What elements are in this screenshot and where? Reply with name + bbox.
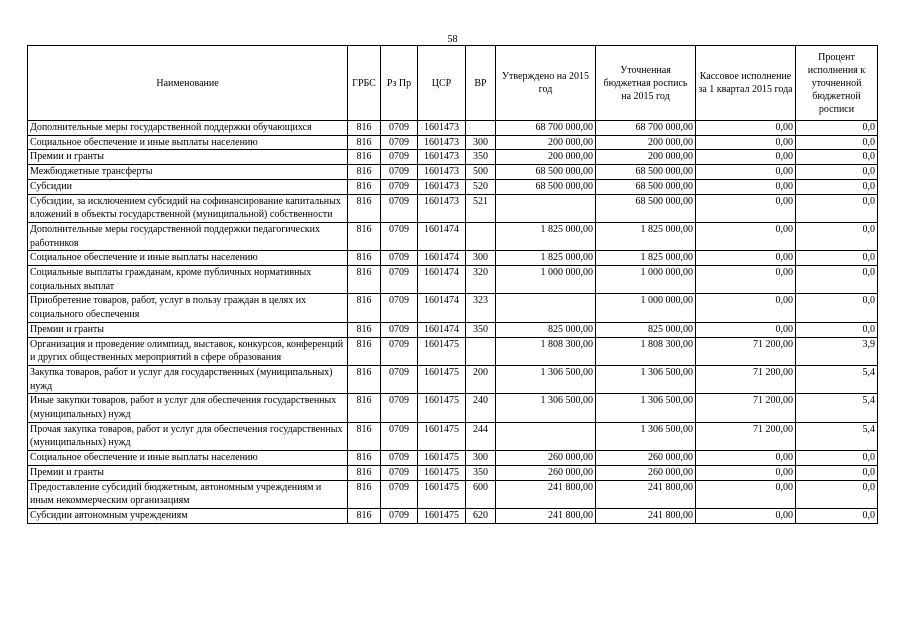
page-number: 58 — [447, 34, 458, 45]
cell-refined: 68 500 000,00 — [596, 165, 696, 180]
cell-csr: 1601473 — [418, 194, 466, 222]
table-body — [28, 121, 878, 524]
cell-grbs: 816 — [348, 222, 381, 250]
cell-grbs: 816 — [348, 194, 381, 222]
cell-refined: 68 500 000,00 — [596, 194, 696, 222]
cell-name: Иные закупки товаров, работ и услуг для обеспечения государственных (муниципальных) нужд — [28, 394, 348, 422]
cell-vr: 600 — [466, 480, 496, 508]
header-rzpr: Рз Пр — [381, 46, 418, 121]
cell-approved: 1 808 300,00 — [496, 337, 596, 365]
cell-rzpr: 0709 — [381, 294, 418, 322]
budget-table — [27, 45, 878, 524]
cell-rzpr: 0709 — [381, 251, 418, 266]
cell-percent: 0,0 — [796, 508, 878, 523]
table-row — [28, 337, 878, 365]
cell-rzpr: 0709 — [381, 508, 418, 523]
cell-approved: 260 000,00 — [496, 465, 596, 480]
cell-cash: 0,00 — [696, 480, 796, 508]
table-row — [28, 179, 878, 194]
cell-grbs: 816 — [348, 451, 381, 466]
cell-approved — [496, 294, 596, 322]
cell-approved: 68 500 000,00 — [496, 165, 596, 180]
cell-cash: 0,00 — [696, 322, 796, 337]
cell-approved — [496, 422, 596, 450]
cell-grbs: 816 — [348, 480, 381, 508]
cell-approved: 1 000 000,00 — [496, 266, 596, 294]
cell-refined: 200 000,00 — [596, 135, 696, 150]
table-row — [28, 194, 878, 222]
cell-refined: 68 700 000,00 — [596, 121, 696, 136]
cell-cash: 0,00 — [696, 194, 796, 222]
cell-vr: 300 — [466, 451, 496, 466]
cell-approved: 241 800,00 — [496, 508, 596, 523]
cell-name: Закупка товаров, работ и услуг для государственных (муниципальных) нужд — [28, 365, 348, 393]
table-row — [28, 508, 878, 523]
cell-cash: 0,00 — [696, 150, 796, 165]
cell-name: Социальное обеспечение и иные выплаты населению — [28, 135, 348, 150]
cell-rzpr: 0709 — [381, 222, 418, 250]
cell-csr: 1601475 — [418, 480, 466, 508]
cell-refined: 260 000,00 — [596, 465, 696, 480]
cell-csr: 1601475 — [418, 394, 466, 422]
cell-approved: 1 825 000,00 — [496, 251, 596, 266]
cell-rzpr: 0709 — [381, 337, 418, 365]
cell-percent: 5,4 — [796, 422, 878, 450]
table-row — [28, 222, 878, 250]
cell-grbs: 816 — [348, 266, 381, 294]
cell-grbs: 816 — [348, 322, 381, 337]
cell-grbs: 816 — [348, 337, 381, 365]
cell-grbs: 816 — [348, 465, 381, 480]
cell-refined: 1 306 500,00 — [596, 394, 696, 422]
cell-name: Приобретение товаров, работ, услуг в пользу граждан в целях их социального обеспечения — [28, 294, 348, 322]
cell-grbs: 816 — [348, 121, 381, 136]
cell-cash: 0,00 — [696, 251, 796, 266]
cell-rzpr: 0709 — [381, 480, 418, 508]
cell-csr: 1601475 — [418, 508, 466, 523]
cell-percent: 0,0 — [796, 480, 878, 508]
cell-rzpr: 0709 — [381, 465, 418, 480]
cell-vr — [466, 337, 496, 365]
cell-csr: 1601474 — [418, 222, 466, 250]
cell-name: Дополнительные меры государственной поддержки педагогических работников — [28, 222, 348, 250]
cell-cash: 71 200,00 — [696, 394, 796, 422]
cell-percent: 0,0 — [796, 222, 878, 250]
cell-grbs: 816 — [348, 150, 381, 165]
cell-percent: 5,4 — [796, 365, 878, 393]
cell-csr: 1601474 — [418, 251, 466, 266]
header-vr: ВР — [466, 46, 496, 121]
header-percent: Процент исполнения к уточненной бюджетной росписи — [796, 46, 878, 121]
cell-refined: 241 800,00 — [596, 480, 696, 508]
cell-vr: 350 — [466, 465, 496, 480]
cell-rzpr: 0709 — [381, 422, 418, 450]
table-row — [28, 165, 878, 180]
cell-name: Социальные выплаты гражданам, кроме публичных нормативных социальных выплат — [28, 266, 348, 294]
table-row — [28, 294, 878, 322]
cell-vr: 350 — [466, 322, 496, 337]
cell-csr: 1601473 — [418, 165, 466, 180]
cell-rzpr: 0709 — [381, 365, 418, 393]
cell-csr: 1601473 — [418, 121, 466, 136]
cell-vr: 350 — [466, 150, 496, 165]
cell-percent: 0,0 — [796, 165, 878, 180]
cell-csr: 1601475 — [418, 422, 466, 450]
header-row — [28, 46, 878, 121]
cell-refined: 1 825 000,00 — [596, 251, 696, 266]
cell-name: Организация и проведение олимпиад, выставок, конкурсов, конференций и других общественных мероприятий в сфере образования — [28, 337, 348, 365]
table-row — [28, 451, 878, 466]
table-row — [28, 135, 878, 150]
cell-cash: 0,00 — [696, 451, 796, 466]
cell-csr: 1601474 — [418, 294, 466, 322]
cell-rzpr: 0709 — [381, 165, 418, 180]
cell-rzpr: 0709 — [381, 322, 418, 337]
cell-percent: 0,0 — [796, 266, 878, 294]
cell-cash: 71 200,00 — [696, 365, 796, 393]
cell-approved: 68 500 000,00 — [496, 179, 596, 194]
cell-approved: 241 800,00 — [496, 480, 596, 508]
cell-name: Социальное обеспечение и иные выплаты населению — [28, 251, 348, 266]
cell-approved: 200 000,00 — [496, 135, 596, 150]
cell-percent: 0,0 — [796, 465, 878, 480]
cell-refined: 241 800,00 — [596, 508, 696, 523]
cell-vr — [466, 222, 496, 250]
cell-vr: 240 — [466, 394, 496, 422]
cell-approved — [496, 194, 596, 222]
cell-vr: 244 — [466, 422, 496, 450]
cell-refined: 825 000,00 — [596, 322, 696, 337]
cell-cash: 0,00 — [696, 294, 796, 322]
header-grbs: ГРБС — [348, 46, 381, 121]
cell-rzpr: 0709 — [381, 451, 418, 466]
table-row — [28, 150, 878, 165]
cell-cash: 0,00 — [696, 222, 796, 250]
cell-percent: 0,0 — [796, 194, 878, 222]
cell-vr: 620 — [466, 508, 496, 523]
cell-vr: 323 — [466, 294, 496, 322]
cell-grbs: 816 — [348, 294, 381, 322]
cell-name: Межбюджетные трансферты — [28, 165, 348, 180]
cell-refined: 1 808 300,00 — [596, 337, 696, 365]
cell-vr: 521 — [466, 194, 496, 222]
cell-approved: 1 306 500,00 — [496, 365, 596, 393]
cell-vr: 520 — [466, 179, 496, 194]
cell-grbs: 816 — [348, 179, 381, 194]
cell-cash: 0,00 — [696, 508, 796, 523]
table-row — [28, 465, 878, 480]
cell-grbs: 816 — [348, 422, 381, 450]
table-row — [28, 365, 878, 393]
cell-csr: 1601475 — [418, 337, 466, 365]
header-approved: Утверждено на 2015 год — [496, 46, 596, 121]
cell-approved: 1 825 000,00 — [496, 222, 596, 250]
cell-cash: 0,00 — [696, 165, 796, 180]
table-row — [28, 422, 878, 450]
cell-cash: 0,00 — [696, 135, 796, 150]
cell-rzpr: 0709 — [381, 121, 418, 136]
cell-refined: 1 000 000,00 — [596, 294, 696, 322]
cell-cash: 0,00 — [696, 121, 796, 136]
cell-cash: 71 200,00 — [696, 337, 796, 365]
cell-name: Субсидии автономным учреждениям — [28, 508, 348, 523]
cell-grbs: 816 — [348, 135, 381, 150]
cell-approved: 68 700 000,00 — [496, 121, 596, 136]
header-csr: ЦСР — [418, 46, 466, 121]
cell-refined: 200 000,00 — [596, 150, 696, 165]
cell-grbs: 816 — [348, 394, 381, 422]
table-row — [28, 480, 878, 508]
cell-rzpr: 0709 — [381, 150, 418, 165]
cell-csr: 1601474 — [418, 266, 466, 294]
cell-grbs: 816 — [348, 251, 381, 266]
cell-name: Дополнительные меры государственной поддержки обучающихся — [28, 121, 348, 136]
cell-cash: 0,00 — [696, 266, 796, 294]
cell-name: Субсидии — [28, 179, 348, 194]
cell-refined: 68 500 000,00 — [596, 179, 696, 194]
cell-cash: 0,00 — [696, 179, 796, 194]
cell-grbs: 816 — [348, 165, 381, 180]
header-cash: Кассовое исполнение за 1 квартал 2015 года — [696, 46, 796, 121]
cell-vr: 300 — [466, 251, 496, 266]
cell-rzpr: 0709 — [381, 194, 418, 222]
table-row — [28, 121, 878, 136]
cell-csr: 1601475 — [418, 365, 466, 393]
cell-refined: 1 306 500,00 — [596, 365, 696, 393]
cell-name: Премии и гранты — [28, 150, 348, 165]
cell-csr: 1601473 — [418, 179, 466, 194]
cell-grbs: 816 — [348, 365, 381, 393]
cell-name: Премии и гранты — [28, 322, 348, 337]
cell-vr: 500 — [466, 165, 496, 180]
cell-grbs: 816 — [348, 508, 381, 523]
cell-name: Прочая закупка товаров, работ и услуг для обеспечения государственных (муниципальных) нужд — [28, 422, 348, 450]
cell-cash: 0,00 — [696, 465, 796, 480]
cell-percent: 0,0 — [796, 451, 878, 466]
cell-csr: 1601473 — [418, 150, 466, 165]
cell-csr: 1601474 — [418, 322, 466, 337]
table-row — [28, 251, 878, 266]
cell-percent: 0,0 — [796, 294, 878, 322]
cell-percent: 0,0 — [796, 121, 878, 136]
header-refined: Уточненная бюджетная роспись на 2015 год — [596, 46, 696, 121]
cell-name: Социальное обеспечение и иные выплаты населению — [28, 451, 348, 466]
cell-vr — [466, 121, 496, 136]
cell-percent: 0,0 — [796, 179, 878, 194]
cell-csr: 1601473 — [418, 135, 466, 150]
cell-csr: 1601475 — [418, 451, 466, 466]
table-row — [28, 394, 878, 422]
cell-rzpr: 0709 — [381, 179, 418, 194]
cell-name: Предоставление субсидий бюджетным, автономным учреждениям и иным некоммерческим организациям — [28, 480, 348, 508]
cell-name: Субсидии, за исключением субсидий на софинансирование капитальных вложений в объекты государственной (муниципальной) собственности — [28, 194, 348, 222]
cell-vr: 300 — [466, 135, 496, 150]
cell-percent: 0,0 — [796, 251, 878, 266]
cell-percent: 5,4 — [796, 394, 878, 422]
cell-vr: 200 — [466, 365, 496, 393]
cell-rzpr: 0709 — [381, 394, 418, 422]
cell-refined: 1 306 500,00 — [596, 422, 696, 450]
cell-refined: 1 825 000,00 — [596, 222, 696, 250]
cell-approved: 260 000,00 — [496, 451, 596, 466]
cell-percent: 0,0 — [796, 150, 878, 165]
cell-refined: 1 000 000,00 — [596, 266, 696, 294]
cell-approved: 825 000,00 — [496, 322, 596, 337]
cell-percent: 0,0 — [796, 322, 878, 337]
cell-rzpr: 0709 — [381, 266, 418, 294]
table-row — [28, 322, 878, 337]
cell-approved: 1 306 500,00 — [496, 394, 596, 422]
cell-vr: 320 — [466, 266, 496, 294]
cell-cash: 71 200,00 — [696, 422, 796, 450]
cell-percent: 3,9 — [796, 337, 878, 365]
cell-rzpr: 0709 — [381, 135, 418, 150]
cell-name: Премии и гранты — [28, 465, 348, 480]
table-row — [28, 266, 878, 294]
cell-refined: 260 000,00 — [596, 451, 696, 466]
header-name: Наименование — [28, 46, 348, 121]
cell-percent: 0,0 — [796, 135, 878, 150]
cell-approved: 200 000,00 — [496, 150, 596, 165]
cell-csr: 1601475 — [418, 465, 466, 480]
